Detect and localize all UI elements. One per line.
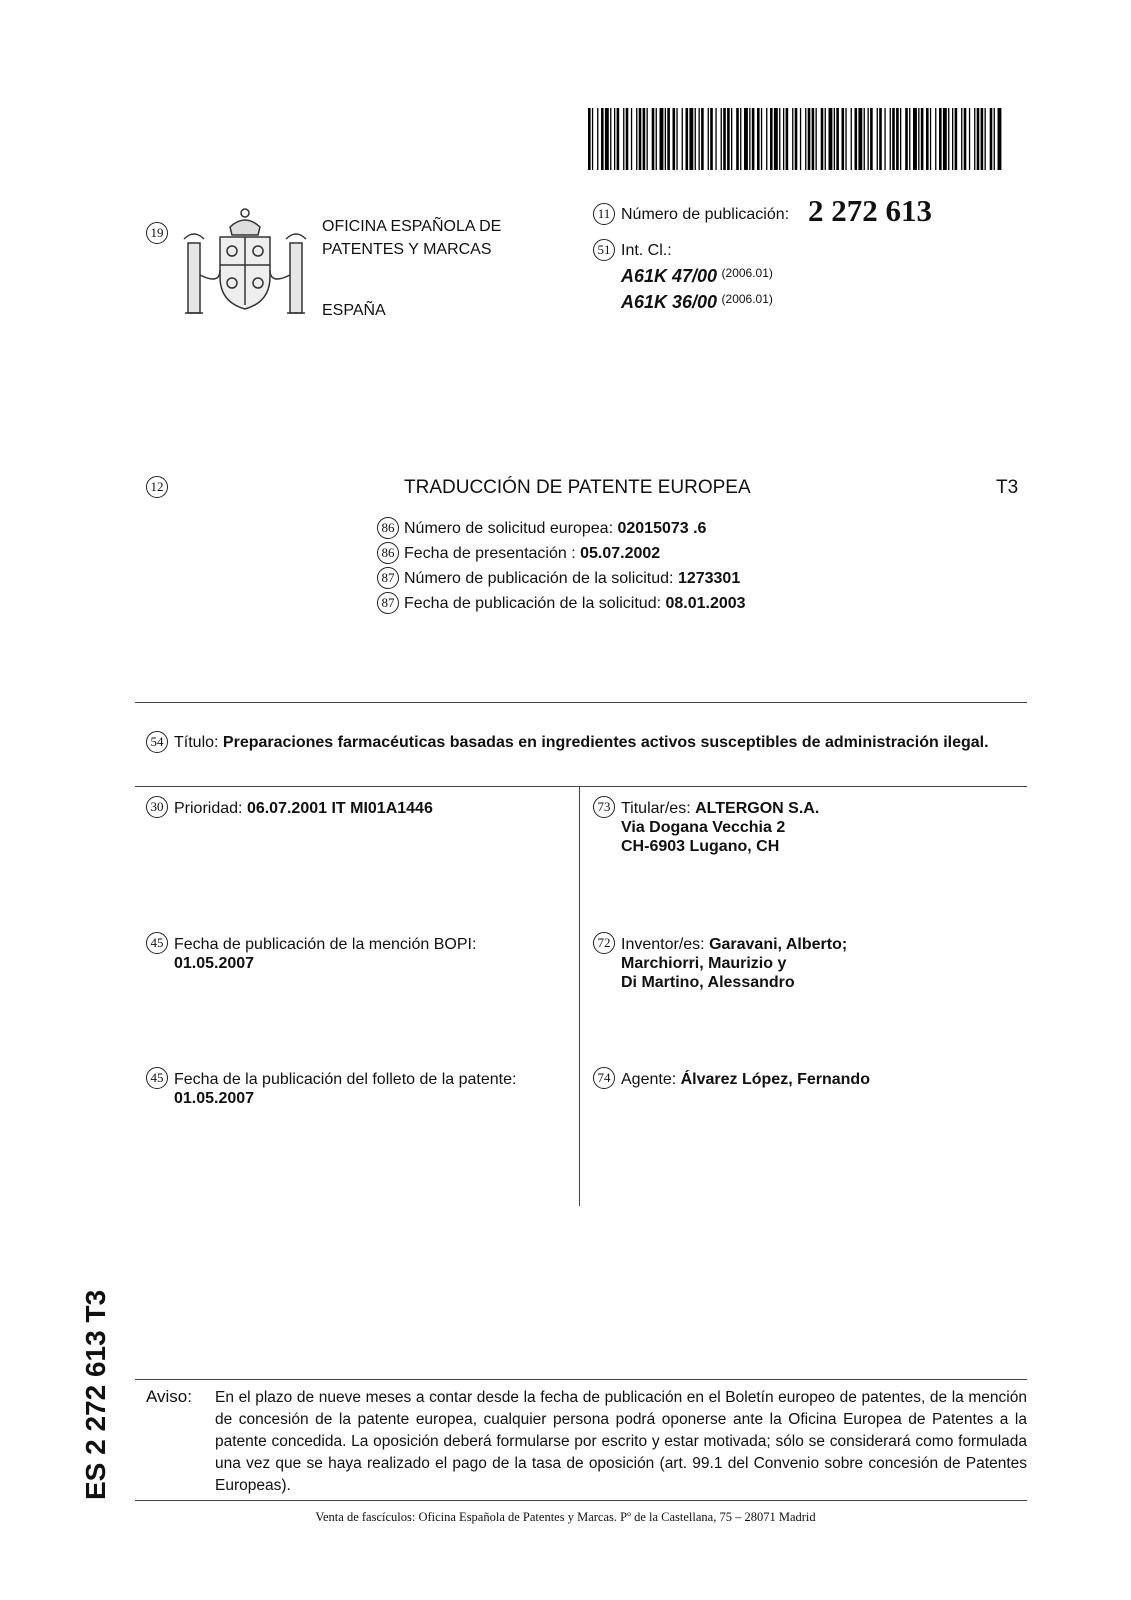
application-row-text (404, 595, 746, 613)
patent-title (174, 734, 989, 752)
coat-of-arms-icon (180, 205, 310, 330)
inid-code-30: 30 (146, 796, 168, 818)
classification-code: A61K 36/00 (621, 292, 718, 312)
inid-code-19: 19 (146, 222, 168, 244)
folleto-publication-label: Fecha de la publicación del folleto de la patente: (174, 1071, 517, 1088)
classification-code: A61K 47/00 (621, 266, 718, 286)
agent (621, 1071, 870, 1089)
inid-code-73: 73 (593, 796, 615, 818)
notice-text: En el plazo de nueve meses a contar desde la fecha de publicación en el Boletín europeo de patentes, de la mención de concesión de la patente europea, cualquier persona podrá oponerse ante la Oficina Europea de Patentes a la patente concedida. La oposición deberá formularse por escrito y estar motivada; sólo se considerará como formulada una vez que se haya realizado el pago de la tasa de oposición (art. 99.1 del Convenio sobre concesión de Patentes Europeas). (215, 1389, 1027, 1494)
inid-code-72: 72 (593, 932, 615, 954)
classification-version: (2006.01) (721, 266, 773, 280)
inid-code-87: 87 (377, 567, 399, 589)
application-row-label: Fecha de presentación : (404, 545, 576, 562)
holder-label: Titular/es: (621, 800, 691, 817)
application-row-text (404, 570, 740, 588)
inventor-name: Garavani, Alberto; (709, 936, 848, 953)
side-publication-id: ES 2 272 613 T3 (80, 1289, 111, 1500)
barcode (588, 108, 1004, 170)
application-row-value: 1273301 (677, 570, 741, 587)
inid-code-45: 45 (146, 1067, 168, 1089)
bopi-mention-date: 01.05.2007 (174, 955, 255, 972)
application-row-label: Fecha de publicación de la solicitud: (404, 595, 662, 612)
agent-name: Álvarez López, Fernando (680, 1071, 870, 1088)
patent-title-value: Preparaciones farmacéuticas basadas en ingredientes activos susceptibles de administración ilegal. (222, 734, 989, 751)
document-kind-code: T3 (996, 477, 1019, 498)
inid-code-45: 45 (146, 932, 168, 954)
classification-1 (621, 266, 773, 287)
inventors-label: Inventor/es: (621, 936, 705, 953)
priority (174, 800, 433, 818)
inid-code-86: 86 (377, 517, 399, 539)
application-row-label: Número de solicitud europea: (404, 520, 614, 537)
inid-code-12: 12 (146, 476, 168, 498)
divider (135, 702, 1027, 703)
inid-code-11: 11 (593, 203, 615, 225)
patent-title-label: Título: (174, 734, 219, 751)
inid-code-51: 51 (593, 239, 615, 261)
divider (135, 786, 1027, 787)
holder-name: ALTERGON S.A. (695, 800, 820, 817)
classification-version: (2006.01) (721, 292, 773, 306)
inventors (621, 936, 847, 954)
inventor-name: Di Martino, Alessandro (621, 974, 795, 991)
application-row-value: 05.07.2002 (580, 545, 661, 562)
country-name: ESPAÑA (322, 302, 386, 319)
priority-label: Prioridad: (174, 800, 243, 817)
holder-address-line: Via Dogana Vecchia 2 (621, 819, 786, 836)
column-divider (579, 786, 580, 1206)
priority-value: 06.07.2001 IT MI01A1446 (246, 800, 433, 817)
classification-2 (621, 292, 773, 313)
inventor-name: Marchiorri, Maurizio y (621, 955, 787, 972)
publication-number: 2 272 613 (808, 193, 932, 228)
inid-code-86: 86 (377, 542, 399, 564)
office-name-line1: OFICINA ESPAÑOLA DE (322, 218, 502, 235)
inid-code-74: 74 (593, 1067, 615, 1089)
holder (621, 800, 819, 818)
agent-label: Agente: (621, 1071, 677, 1088)
holder-address-line: CH-6903 Lugano, CH (621, 838, 780, 855)
inid-code-54: 54 (146, 731, 168, 753)
application-row-value: 02015073 .6 (617, 520, 707, 537)
footer-sales-info: Venta de fascículos: Oficina Española de Patentes y Marcas. Pº de la Castellana, 75 – 28071 Madrid (315, 1510, 816, 1524)
divider (135, 1500, 1027, 1501)
application-row-text (404, 520, 706, 538)
divider (135, 1379, 1027, 1380)
application-row-label: Número de publicación de la solicitud: (404, 570, 674, 587)
application-row-text (404, 545, 660, 563)
office-name-line2: PATENTES Y MARCAS (322, 241, 492, 258)
intcl-label: Int. Cl.: (621, 242, 672, 259)
publication-number-label: Número de publicación: (621, 206, 790, 223)
bopi-mention-label: Fecha de publicación de la mención BOPI: (174, 936, 477, 953)
document-type-title: TRADUCCIÓN DE PATENTE EUROPEA (404, 477, 751, 498)
folleto-publication-date: 01.05.2007 (174, 1090, 255, 1107)
application-row-value: 08.01.2003 (665, 595, 746, 612)
inid-code-87: 87 (377, 592, 399, 614)
notice-label: Aviso: (146, 1387, 192, 1406)
